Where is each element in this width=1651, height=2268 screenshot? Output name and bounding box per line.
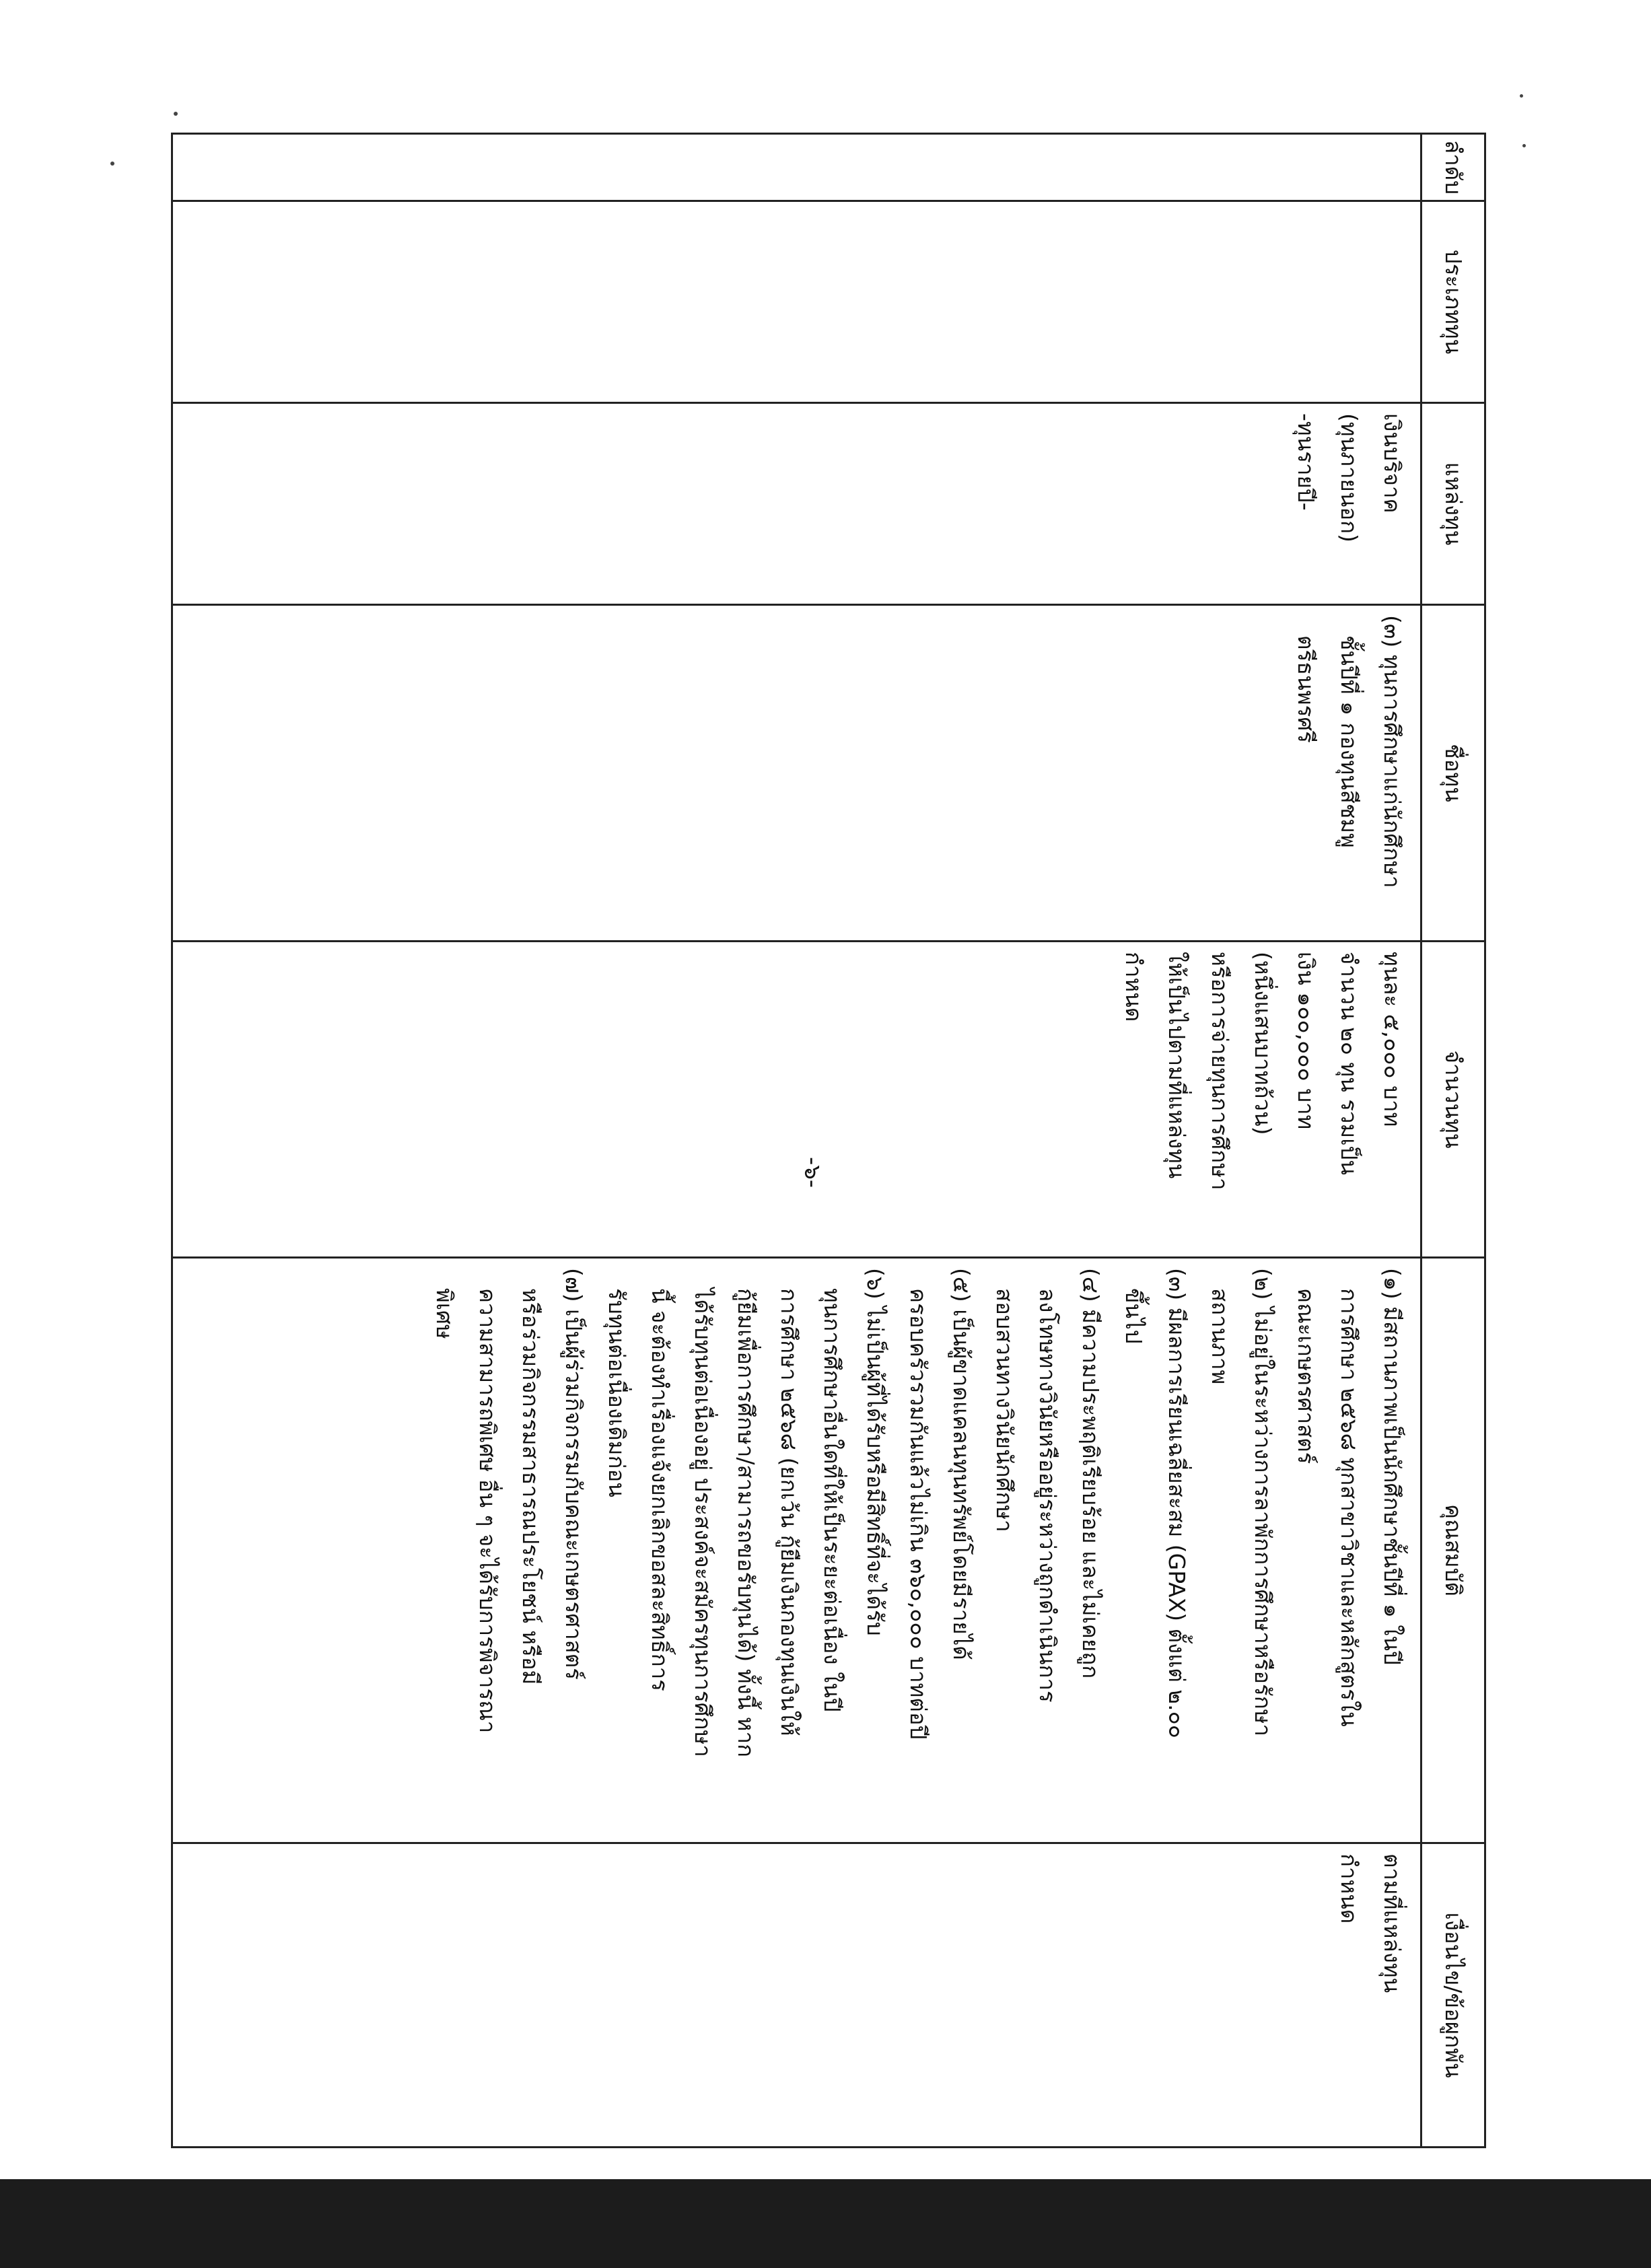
qualification-line: พิเศษ [431,1288,458,1339]
qualification-line: ทุนการศึกษาอื่นใดที่ให้เป็นระยะต่อเนื่อง ในปี [819,1288,845,1712]
scan-speck [1522,144,1526,147]
scan-bottom-bar [0,2179,1651,2268]
header-amount: จำนวนทุน [1421,942,1485,1258]
cell-source [172,403,1421,605]
name-line: ชั้นปีที่ ๑ กองทุนสีชมพู [1336,635,1362,848]
qualification-line: รับทุนต่อเนื่องเดิมก่อน [604,1288,630,1497]
qualification-line: นี้ จะต้องทำเรื่องแจ้งยกเลิกขอสละสิทธิ์การ [647,1288,673,1691]
cell-name [172,605,1421,942]
qualification-line: ลงโทษทางวินัยหรืออยู่ระหว่างถูกดำเนินการ [1034,1288,1061,1703]
amount-line: (หนึ่งแสนบาทถ้วน) [1250,952,1276,1135]
header-order: ลำดับ [1421,134,1485,201]
qualification-line: (๕) เป็นผู้ขาดแคลนทุนทรัพย์โดยมีรายได้ [948,1268,975,1660]
table-row [172,134,1421,2148]
scan-speck [1520,94,1523,98]
scan-speck [174,112,178,116]
conditions-line: กำหนด [1336,1853,1362,1924]
header-name: ชื่อทุน [1421,605,1485,942]
qualification-line: (๗) เป็นผู้ร่วมกิจกรรมกับคณะเกษตรศาสตร์ [561,1268,587,1680]
amount-line: เงิน ๑๐๐,๐๐๐ บาท [1293,952,1319,1130]
header-conditions: เงื่อนไข/ข้อผูกพัน [1421,1843,1485,2148]
qualification-line: สอบสวนทางวินัยนักศึกษา [991,1288,1018,1532]
scholarship-table [171,133,1486,2148]
amount-line: ให้เป็นไปตามที่แหล่งทุน [1164,952,1190,1179]
header-source: แหล่งทุน [1421,403,1485,605]
source-line: -ทุนรายปี- [1293,413,1319,511]
amount-line: ทุนละ ๕,๐๐๐ บาท [1379,952,1405,1127]
cell-conditions [172,1843,1421,2148]
qualification-line: (๒) ไม่อยู่ในระหว่างการลาพักการศึกษาหรือรักษา [1250,1268,1276,1736]
qualification-line: กู้ยืมเพื่อการศึกษา/สามารถขอรับทุนได้) ทั้งนี้ หาก [733,1288,759,1758]
qualification-line: ได้รับทุนต่อเนื่องอยู่ ประสงค์จะสมัครทุนการศึกษา [690,1288,716,1757]
conditions-line: ตามที่แหล่งทุน [1379,1853,1405,1993]
header-type: ประเภททุน [1421,201,1485,403]
source-line: (ทุนภายนอก) [1336,413,1362,543]
qualification-line: ขึ้นไป [1121,1288,1147,1344]
qualification-line: (๑) มีสถานภาพเป็นนักศึกษาชั้นปีที่ ๑ ในปี [1379,1268,1405,1665]
amount-line: หรือการจ่ายทุนการศึกษา [1207,952,1233,1191]
qualification-line: (๔) มีความประพฤติเรียบร้อย และไม่เคยถูก [1078,1268,1104,1679]
qualification-line: ความสามารถพิเศษ อื่น ๆ จะได้รับการพิจารณา [475,1288,501,1734]
cell-order [172,134,1421,201]
page-number: -๖- [799,1156,827,1189]
cell-type [172,201,1421,403]
header-row [1421,134,1485,2148]
qualification-line: (๓) มีผลการเรียนเฉลี่ยสะสม (GPAX) ตั้งแต่ ๒.๐๐ [1164,1268,1190,1738]
rotated-page-content [171,133,1486,2146]
scan-speck [110,162,114,166]
name-line: ตรีธนพรศรี [1293,635,1319,744]
qualification-line: หรือร่วมกิจกรรมสาธารณประโยชน์ หรือมี [518,1288,544,1685]
qualification-line: การศึกษา ๒๕๖๘ ทุกสาขาวิชาและหลักสูตรใน [1336,1288,1362,1727]
amount-line: จำนวน ๒๐ ทุน รวมเป็น [1336,952,1362,1175]
qualification-line: การศึกษา ๒๕๖๘ (ยกเว้น กู้ยืมเงินกองทุนเงินให้ [776,1288,802,1736]
cell-qualifications [172,1258,1421,1843]
qualification-line: ครอบครัวรวมกันแล้วไม่เกิน ๓๖๐,๐๐๐ บาทต่อปี [905,1288,932,1740]
amount-line: กำหนด [1121,952,1147,1022]
name-line: (๓) ทุนการศึกษาแก่นักศึกษา [1379,615,1405,888]
qualification-line: (๖) ไม่เป็นผู้ที่ได้รับหรือมีสิทธิ์ที่จะได้รับ [862,1268,888,1636]
source-line: เงินบริจาค [1379,413,1405,513]
cell-amount [172,942,1421,1258]
qualification-line: คณะเกษตรศาสตร์ [1293,1288,1319,1464]
qualification-line: สถานภาพ [1207,1288,1233,1385]
header-qualifications: คุณสมบัติ [1421,1258,1485,1843]
